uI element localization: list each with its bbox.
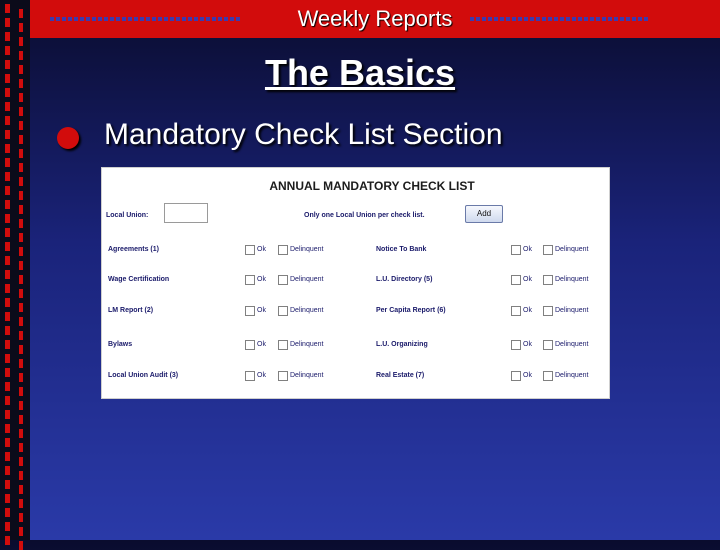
stripe-dash [19, 261, 23, 270]
stripe-dash [5, 522, 10, 531]
stripe-dash [5, 186, 10, 195]
stripe-dash [19, 373, 23, 382]
stripe-dash [5, 424, 10, 433]
stripe-dash [5, 228, 10, 237]
ok-label: Ok [523, 307, 532, 314]
slide-heading: The Basics [264, 52, 456, 93]
ok-checkbox[interactable] [511, 245, 521, 255]
stripe-dash [5, 354, 10, 363]
stripe-dash [5, 368, 10, 377]
stripe-dash [19, 541, 23, 550]
stripe-dash [5, 270, 10, 279]
stripe-dash [5, 4, 10, 13]
delinquent-checkbox[interactable] [543, 371, 553, 381]
bullet-text: Mandatory Check List Section [104, 118, 503, 151]
checklist-item-label: Real Estate (7) [376, 372, 425, 379]
delinquent-label: Delinquent [290, 307, 324, 314]
header-bar [30, 0, 720, 38]
ok-label: Ok [257, 246, 266, 253]
stripe-dash [19, 359, 23, 368]
stripe-dash [5, 200, 10, 209]
checklist-item-label: L.U. Directory (5) [376, 276, 433, 283]
delinquent-label: Delinquent [290, 276, 324, 283]
stripe-dash [19, 191, 23, 200]
stripe-dash [19, 331, 23, 340]
stripe-dash [5, 312, 10, 321]
ok-label: Ok [257, 341, 266, 348]
checklist-item-label: Bylaws [108, 341, 133, 348]
stripe-dash [19, 219, 23, 228]
stripe-dash [5, 396, 10, 405]
local-union-note: Only one Local Union per check list. [304, 212, 425, 219]
stripe-dash [19, 415, 23, 424]
stripe-dash [19, 135, 23, 144]
stripe-dash [5, 382, 10, 391]
stripe-dash [5, 172, 10, 181]
ok-label: Ok [257, 307, 266, 314]
stripe-dash [19, 443, 23, 452]
ok-label: Ok [523, 372, 532, 379]
stripe-dash [5, 256, 10, 265]
checklist-item-label: L.U. Organizing [376, 341, 428, 348]
stripe-dash [19, 485, 23, 494]
stripe-dash [5, 452, 10, 461]
checklist-item-label: Per Capita Report (6) [376, 307, 446, 314]
ok-checkbox[interactable] [511, 340, 521, 350]
delinquent-label: Delinquent [290, 246, 324, 253]
checklist-row [102, 305, 609, 317]
delinquent-checkbox[interactable] [543, 340, 553, 350]
add-button[interactable]: Add [465, 205, 503, 223]
stripe-dash [19, 317, 23, 326]
delinquent-label: Delinquent [555, 341, 589, 348]
stripe-dash [5, 130, 10, 139]
stripe-dash [5, 494, 10, 503]
checklist-title: ANNUAL MANDATORY CHECK LIST [269, 179, 475, 193]
local-union-input[interactable] [164, 203, 208, 223]
stripe-dash [19, 177, 23, 186]
ok-checkbox[interactable] [511, 371, 521, 381]
stripe-dash [5, 32, 10, 41]
checklist-item-label: Local Union Audit (3) [108, 372, 179, 379]
delinquent-checkbox[interactable] [543, 306, 553, 316]
stripe-dash [5, 480, 10, 489]
header-title: Weekly Reports [297, 6, 453, 31]
delinquent-label: Delinquent [555, 372, 589, 379]
stripe-dash [19, 23, 23, 32]
stripe-dash [19, 471, 23, 480]
stripe-dash [19, 149, 23, 158]
stripe-dash [5, 158, 10, 167]
stripe-dash [19, 275, 23, 284]
stripe-dash [19, 513, 23, 522]
stripe-dash [19, 163, 23, 172]
checklist-item-label: Notice To Bank [376, 246, 427, 253]
stripe-dash [19, 121, 23, 130]
stripe-dash [19, 205, 23, 214]
stripe-dash [19, 345, 23, 354]
stripe-dash [19, 289, 23, 298]
delinquent-label: Delinquent [290, 341, 324, 348]
ok-label: Ok [523, 246, 532, 253]
delinquent-label: Delinquent [290, 372, 324, 379]
ok-label: Ok [523, 341, 532, 348]
delinquent-label: Delinquent [555, 307, 589, 314]
stripe-dash [5, 116, 10, 125]
stripe-dash [5, 536, 10, 545]
stripe-dash [19, 429, 23, 438]
stripe-dash [19, 93, 23, 102]
stripe-dash [5, 284, 10, 293]
stripe-dash [19, 387, 23, 396]
delinquent-label: Delinquent [555, 276, 589, 283]
stripe-dash [5, 326, 10, 335]
ok-checkbox[interactable] [511, 275, 521, 285]
local-union-label: Local Union: [106, 212, 149, 219]
stripe-dash [19, 303, 23, 312]
stripe-dash [19, 401, 23, 410]
ok-checkbox[interactable] [511, 306, 521, 316]
stripe-dash [5, 298, 10, 307]
checklist-row [102, 339, 609, 351]
stripe-dash [19, 233, 23, 242]
stripe-dash [19, 247, 23, 256]
checklist-row [102, 370, 609, 382]
stripe-dash [5, 410, 10, 419]
stripe-dash [5, 144, 10, 153]
stripe-dash [5, 242, 10, 251]
delinquent-checkbox[interactable] [543, 245, 553, 255]
stripe-dash [19, 9, 23, 18]
stripe-dash [19, 457, 23, 466]
stripe-dash [5, 340, 10, 349]
stripe-dash [5, 102, 10, 111]
ok-label: Ok [523, 276, 532, 283]
stripe-dash [5, 214, 10, 223]
stripe-dash [5, 438, 10, 447]
stripe-dash [19, 499, 23, 508]
bullet-icon [57, 127, 79, 149]
checklist-item-label: LM Report (2) [108, 307, 154, 314]
checklist-item-label: Agreements (1) [108, 246, 159, 253]
ok-label: Ok [257, 372, 266, 379]
ok-label: Ok [257, 276, 266, 283]
delinquent-checkbox[interactable] [543, 275, 553, 285]
stripe-dash [19, 527, 23, 536]
stripe-dash [19, 107, 23, 116]
stripe-dash [5, 508, 10, 517]
checklist-item-label: Wage Certification [108, 276, 170, 283]
stripe-dash [5, 466, 10, 475]
checklist-row [102, 244, 609, 256]
checklist-panel [101, 167, 610, 399]
stripe-dash [19, 37, 23, 46]
checklist-row [102, 274, 609, 286]
stripe-dash [5, 18, 10, 27]
delinquent-label: Delinquent [555, 246, 589, 253]
